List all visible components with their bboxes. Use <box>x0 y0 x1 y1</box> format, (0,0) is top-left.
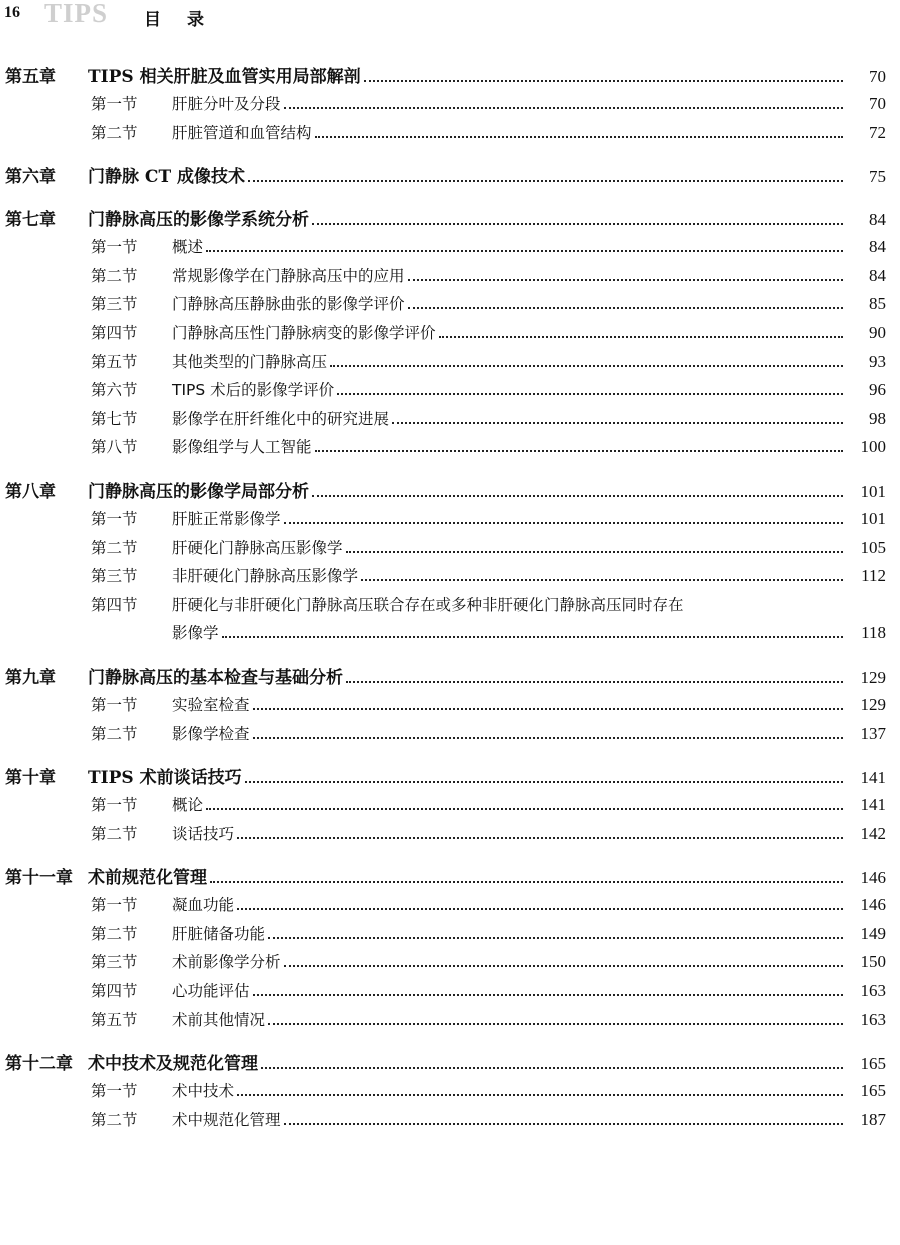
section-title: 常规影像学在门静脉高压中的应用 <box>172 266 405 285</box>
dot-leader <box>330 364 843 367</box>
section-page-number: 146 <box>860 895 886 915</box>
section-entry[interactable] <box>0 507 900 536</box>
section-title: 影像组学与人工智能 <box>172 438 312 457</box>
dot-leader <box>346 680 843 683</box>
section-page-number: 98 <box>869 408 886 428</box>
section-page-number: 163 <box>860 1009 886 1029</box>
chapter-block <box>0 663 900 750</box>
section-number: 第五节 <box>91 1010 138 1029</box>
dot-leader <box>408 306 843 309</box>
chapter-number: 第五章 <box>5 67 56 87</box>
section-title: 肝硬化与非肝硬化门静脉高压联合存在或多种非肝硬化门静脉高压同时存在 <box>172 595 684 614</box>
dot-leader <box>284 1122 843 1125</box>
section-page-number: 93 <box>869 351 886 371</box>
section-number: 第二节 <box>91 924 138 943</box>
section-title: 概述 <box>172 238 204 257</box>
section-entry[interactable] <box>0 1008 900 1037</box>
dot-leader <box>315 449 843 452</box>
section-title: 肝脏分叶及分段 <box>172 95 281 113</box>
dot-leader <box>312 222 843 225</box>
section-entry[interactable] <box>0 893 900 922</box>
section-entry[interactable] <box>0 722 900 751</box>
section-entry[interactable] <box>0 564 900 593</box>
section-entry[interactable] <box>0 435 900 464</box>
chapter-block <box>0 763 900 850</box>
section-page-number: 70 <box>869 94 886 113</box>
section-entry[interactable] <box>0 235 900 264</box>
chapter-entry[interactable] <box>0 62 900 92</box>
section-number: 第一节 <box>91 796 138 815</box>
section-entry[interactable] <box>0 121 900 150</box>
section-title: 影像学在肝纤维化中的研究进展 <box>172 409 390 428</box>
section-entry[interactable] <box>0 92 900 121</box>
chapter-title: 门静脉高压的基本检查与基础分析 <box>88 667 343 688</box>
section-page-number: 142 <box>860 823 886 843</box>
section-number: 第四节 <box>91 323 138 342</box>
section-number: 第六节 <box>91 381 138 400</box>
dot-leader <box>206 249 843 252</box>
section-number: 第一节 <box>91 896 138 915</box>
chapter-number: 第七章 <box>5 210 56 231</box>
section-entry[interactable] <box>0 979 900 1008</box>
chapter-entry[interactable] <box>0 763 900 793</box>
section-entry[interactable] <box>0 822 900 851</box>
section-number: 第二节 <box>91 724 138 743</box>
section-entry[interactable] <box>0 922 900 951</box>
dot-leader <box>253 993 843 996</box>
section-entry-continued[interactable] <box>0 621 900 650</box>
section-number: 第一节 <box>91 509 138 528</box>
dot-leader <box>315 135 843 138</box>
section-number: 第三节 <box>91 567 138 586</box>
section-page-number: 101 <box>860 508 886 528</box>
dot-leader <box>222 635 843 638</box>
dot-leader <box>284 964 843 967</box>
chapter-block <box>0 477 900 650</box>
section-title: 术中规范化管理 <box>172 1110 281 1129</box>
section-number: 第一节 <box>91 695 138 714</box>
page-number: 16 <box>4 4 20 21</box>
section-title: 门静脉高压性门静脉病变的影像学评价 <box>172 323 436 342</box>
section-title: 肝硬化门静脉高压影像学 <box>172 538 343 557</box>
section-page-number: 150 <box>860 952 886 972</box>
section-title: 概论 <box>172 796 204 815</box>
section-entry[interactable] <box>0 378 900 407</box>
section-entry[interactable] <box>0 264 900 293</box>
chapter-page-number: 101 <box>860 481 886 501</box>
section-entry[interactable] <box>0 950 900 979</box>
section-title: 肝脏管道和血管结构 <box>172 123 312 142</box>
chapter-number: 第十章 <box>5 768 56 789</box>
section-number: 第二节 <box>91 824 138 843</box>
chapter-entry[interactable] <box>0 1049 900 1079</box>
dot-leader <box>245 780 843 783</box>
chapter-title: 术前规范化管理 <box>88 868 207 889</box>
chapter-block <box>0 1049 900 1136</box>
chapter-title: 门静脉高压的影像学系统分析 <box>88 210 309 231</box>
section-title: 术前其他情况 <box>172 1010 266 1029</box>
chapter-page-number: 129 <box>860 667 886 687</box>
section-page-number: 84 <box>869 265 886 285</box>
section-entry[interactable] <box>0 321 900 350</box>
section-number: 第一节 <box>91 1082 138 1101</box>
dot-leader <box>337 392 843 395</box>
dot-leader <box>361 578 843 581</box>
section-page-number: 90 <box>869 322 886 342</box>
section-number: 第二节 <box>91 538 138 557</box>
section-title-continued: 影像学 <box>172 624 219 643</box>
chapter-page-number: 141 <box>860 768 886 788</box>
chapter-block <box>0 863 900 1036</box>
section-entry[interactable] <box>0 1108 900 1137</box>
section-number: 第一节 <box>91 95 138 113</box>
chapter-number: 第六章 <box>5 167 56 188</box>
section-number: 第四节 <box>91 595 138 614</box>
section-title: 实验室检查 <box>172 695 250 714</box>
section-title: 肝脏储备功能 <box>172 924 266 943</box>
header-title: 目录 <box>144 10 230 30</box>
dot-leader <box>253 736 843 739</box>
section-page-number: 84 <box>869 237 886 257</box>
table-of-contents <box>0 62 900 1149</box>
section-page-number: 187 <box>860 1109 886 1129</box>
chapter-entry[interactable] <box>0 162 900 192</box>
section-entry[interactable] <box>0 693 900 722</box>
section-entry[interactable] <box>0 793 900 822</box>
section-page-number: 100 <box>860 437 886 457</box>
section-title: 术中技术 <box>172 1082 235 1101</box>
section-page-number: 85 <box>869 294 886 314</box>
chapter-number: 第九章 <box>5 667 56 688</box>
section-page-number: 112 <box>861 566 886 586</box>
chapter-number: 第八章 <box>5 481 56 502</box>
section-title: 肝脏正常影像学 <box>172 509 281 528</box>
dot-leader <box>346 550 843 553</box>
dot-leader <box>439 335 843 338</box>
section-number: 第七节 <box>91 409 138 428</box>
dot-leader <box>268 936 843 939</box>
dot-leader <box>248 179 843 182</box>
section-number: 第五节 <box>91 352 138 371</box>
chapter-title: TIPS 相关肝脏及血管实用局部解剖 <box>88 67 361 87</box>
chapter-entry[interactable] <box>0 663 900 693</box>
chapter-number: 第十二章 <box>5 1054 73 1075</box>
section-title: TIPS 术后的影像学评价 <box>172 381 335 400</box>
section-number: 第二节 <box>91 266 138 285</box>
section-page-number: 72 <box>869 122 886 142</box>
chapter-title: TIPS 术前谈话技巧 <box>88 768 242 789</box>
chapter-page-number: 75 <box>869 167 886 187</box>
chapter-title: 门静脉 CT 成像技术 <box>88 167 246 188</box>
section-number: 第二节 <box>91 1110 138 1129</box>
chapter-entry[interactable] <box>0 205 900 235</box>
section-title: 术前影像学分析 <box>172 953 281 972</box>
section-title: 影像学检查 <box>172 724 250 743</box>
chapter-title: 术中技术及规范化管理 <box>88 1054 258 1075</box>
chapter-block <box>0 162 900 192</box>
section-page-number: 165 <box>860 1081 886 1101</box>
section-page-number: 96 <box>869 380 886 400</box>
chapter-entry[interactable] <box>0 477 900 507</box>
section-entry[interactable] <box>0 407 900 436</box>
dot-leader <box>392 421 843 424</box>
section-number: 第二节 <box>91 123 138 142</box>
section-entry[interactable] <box>0 350 900 379</box>
dot-leader <box>364 79 843 82</box>
chapter-page-number: 165 <box>860 1054 886 1074</box>
section-entry[interactable] <box>0 292 900 321</box>
section-number: 第一节 <box>91 238 138 257</box>
dot-leader <box>261 1066 843 1069</box>
chapter-block <box>0 62 900 149</box>
dot-leader <box>284 521 843 524</box>
section-number: 第三节 <box>91 953 138 972</box>
section-entry[interactable] <box>0 536 900 565</box>
dot-leader <box>237 836 843 839</box>
section-entry[interactable] <box>0 1079 900 1108</box>
section-title: 心功能评估 <box>172 982 250 1001</box>
section-title: 凝血功能 <box>172 896 235 915</box>
chapter-block <box>0 205 900 464</box>
dot-leader <box>253 707 843 710</box>
page-header <box>0 0 900 40</box>
dot-leader <box>408 278 843 281</box>
dot-leader <box>237 907 843 910</box>
section-number: 第八节 <box>91 438 138 457</box>
section-page-number: 137 <box>860 723 886 743</box>
section-page-number: 129 <box>860 694 886 714</box>
chapter-page-number: 84 <box>869 210 886 230</box>
section-page-number: 149 <box>860 923 886 943</box>
brand-watermark: TIPS <box>44 0 109 28</box>
section-page-number: 163 <box>860 981 886 1001</box>
section-page-number: 105 <box>860 537 886 557</box>
section-number: 第四节 <box>91 982 138 1001</box>
section-number: 第三节 <box>91 295 138 314</box>
dot-leader <box>206 807 843 810</box>
dot-leader <box>268 1022 843 1025</box>
section-title: 门静脉高压静脉曲张的影像学评价 <box>172 295 405 314</box>
dot-leader <box>210 880 843 883</box>
section-entry[interactable] <box>0 593 900 622</box>
dot-leader <box>284 106 843 109</box>
section-page-number: 118 <box>861 623 886 643</box>
chapter-number: 第十一章 <box>5 868 73 889</box>
section-title: 非肝硬化门静脉高压影像学 <box>172 567 359 586</box>
chapter-entry[interactable] <box>0 863 900 893</box>
chapter-page-number: 146 <box>860 868 886 888</box>
chapter-title: 门静脉高压的影像学局部分析 <box>88 481 309 502</box>
dot-leader <box>312 494 843 497</box>
chapter-page-number: 70 <box>869 67 886 86</box>
section-title: 其他类型的门静脉高压 <box>172 352 328 371</box>
dot-leader <box>237 1093 843 1096</box>
section-page-number: 141 <box>860 795 886 815</box>
section-title: 谈话技巧 <box>172 824 235 843</box>
